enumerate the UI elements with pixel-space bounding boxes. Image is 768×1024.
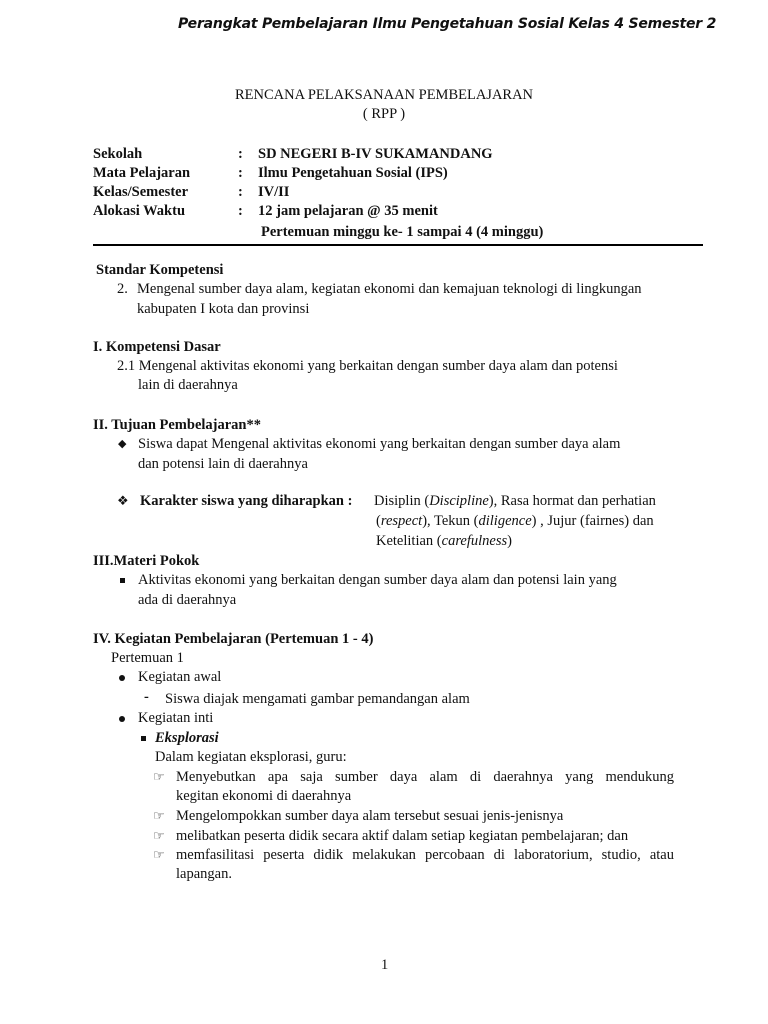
pertemuan-label: Pertemuan 1	[111, 650, 184, 666]
kegiatan-awal-label: Kegiatan awal	[138, 669, 222, 685]
running-header: Perangkat Pembelajaran Ilmu Pengetahuan Sosial Kelas 4 Semester 2	[178, 16, 717, 32]
document-title: RENCANA PELAKSANAAN PEMBELAJARAN	[234, 87, 534, 103]
materi-heading: III.Materi Pokok	[93, 553, 200, 569]
standar-number: 2.	[117, 281, 128, 297]
eksplorasi-item: Menyebutkan apa saja sumber daya alam di daerahnya yang mendukung	[176, 769, 674, 785]
identity-extra: Pertemuan minggu ke- 1 sampai 4 (4 minggu)	[261, 224, 544, 240]
kompetensi-text: 2.1 Mengenal aktivitas ekonomi yang berkaitan dengan sumber daya alam dan potensi	[117, 358, 618, 374]
kompetensi-heading: I. Kompetensi Dasar	[93, 339, 221, 355]
eksplorasi-item: melibatkan peserta didik secara aktif dalam setiap kegiatan pembelajaran; dan	[176, 828, 629, 844]
kegiatan-heading: IV. Kegiatan Pembelajaran (Pertemuan 1 - 4)	[93, 631, 374, 647]
identity-colon: :	[238, 184, 243, 200]
materi-text: ada di daerahnya	[138, 592, 237, 608]
round-bullet-icon	[119, 716, 125, 722]
kegiatan-inti-label: Kegiatan inti	[138, 710, 214, 726]
square-bullet-icon	[141, 736, 146, 741]
karakter-line: Disiplin (Discipline), Rasa hormat dan perhatian	[374, 493, 656, 509]
eksplorasi-intro: Dalam kegiatan eksplorasi, guru:	[155, 749, 347, 765]
karakter-line: (respect), Tekun (diligence) , Jujur (fairnes) dan	[376, 513, 654, 529]
materi-text: Aktivitas ekonomi yang berkaitan dengan sumber daya alam dan potensi lain yang	[138, 572, 617, 588]
identity-label: Mata Pelajaran	[93, 165, 191, 181]
identity-colon: :	[238, 203, 243, 219]
standar-text: Mengenal sumber daya alam, kegiatan ekonomi dan kemajuan teknologi di lingkungan	[137, 281, 642, 297]
pointing-hand-icon: ☞	[153, 847, 165, 862]
diamond-bullet-icon: ◆	[118, 438, 127, 450]
pointing-hand-icon: ☞	[153, 769, 165, 784]
standar-heading: Standar Kompetensi	[96, 262, 224, 278]
tujuan-text: dan potensi lain di daerahnya	[138, 456, 308, 472]
square-bullet-icon	[120, 578, 125, 583]
round-bullet-icon	[119, 675, 125, 681]
tujuan-text: Siswa dapat Mengenal aktivitas ekonomi yang berkaitan dengan sumber daya alam	[138, 436, 621, 452]
eksplorasi-heading: Eksplorasi	[155, 730, 219, 746]
identity-label: Alokasi Waktu	[93, 203, 186, 219]
dash-bullet-icon: -	[144, 689, 149, 705]
document-subtitle: ( RPP )	[362, 106, 406, 122]
kegiatan-awal-item: Siswa diajak mengamati gambar pemandangan alam	[165, 691, 470, 707]
identity-value: 12 jam pelajaran @ 35 menit	[258, 203, 438, 219]
identity-value: IV/II	[258, 184, 290, 200]
karakter-label: Karakter siswa yang diharapkan :	[140, 493, 353, 509]
four-diamond-bullet-icon: ❖	[117, 493, 129, 508]
pointing-hand-icon: ☞	[153, 808, 165, 823]
pointing-hand-icon: ☞	[153, 828, 165, 843]
identity-label: Sekolah	[93, 146, 143, 162]
divider-rule	[93, 244, 703, 246]
eksplorasi-item: kegitan ekonomi di daerahnya	[176, 788, 352, 804]
kompetensi-text: lain di daerahnya	[138, 377, 238, 393]
standar-text: kabupaten I kota dan provinsi	[137, 301, 310, 317]
identity-colon: :	[238, 146, 243, 162]
tujuan-heading: II. Tujuan Pembelajaran**	[93, 417, 261, 433]
karakter-line: Ketelitian (carefulness)	[376, 533, 512, 549]
identity-value: SD NEGERI B-IV SUKAMANDANG	[258, 146, 493, 162]
page-number: 1	[381, 957, 389, 973]
identity-value: Ilmu Pengetahuan Sosial (IPS)	[258, 165, 448, 181]
eksplorasi-item: memfasilitasi peserta didik melakukan percobaan di laboratorium, studio, atau	[176, 847, 674, 863]
eksplorasi-item: lapangan.	[176, 866, 232, 882]
eksplorasi-item: Mengelompokkan sumber daya alam tersebut sesuai jenis-jenisnya	[176, 808, 564, 824]
identity-colon: :	[238, 165, 243, 181]
identity-label: Kelas/Semester	[93, 184, 189, 200]
